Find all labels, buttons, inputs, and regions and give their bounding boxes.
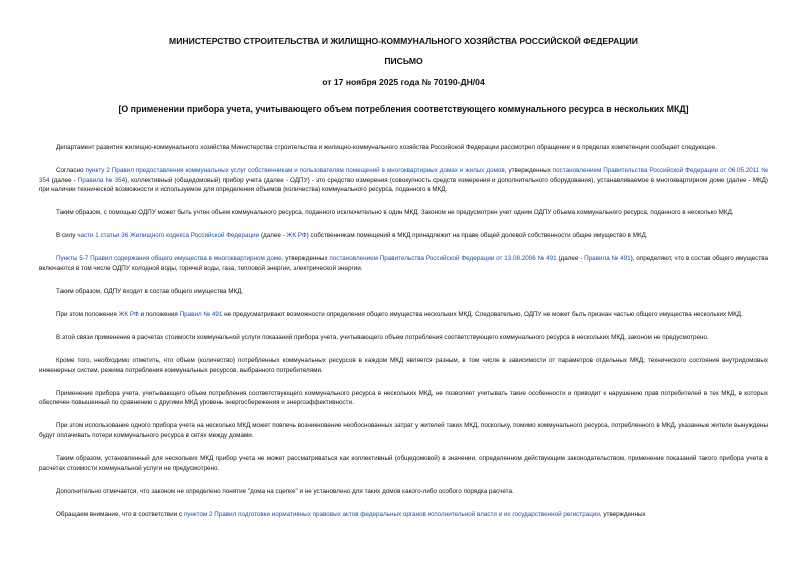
ministry-title: МИНИСТЕРСТВО СТРОИТЕЛЬСТВА И ЖИЛИЩНО-КОММУНАЛЬНОГО ХОЗЯЙСТВА РОССИЙСКОЙ ФЕДЕРАЦИИ: [169, 36, 638, 46]
text-segment: ), коллективный (общедомовый) прибор учета (далее - ОДПУ) - это средство измерения (совокупность средств измерения и дополнительного оборудования), устанавливаемое в многоквартирном доме (далее - МКД) при наличии технической возможности и используемое для определения объемов (количества) коммунального ресурса, поданного в МКД.: [39, 176, 769, 194]
link-housing-code-art36[interactable]: части 1 статьи 36 Жилищного кодекса Российской Федерации: [77, 232, 260, 240]
document-type: ПИСЬМО: [384, 56, 423, 66]
text-segment: и положения: [138, 311, 180, 319]
document-body: [39, 143, 768, 533]
paragraph: Дополнительно отмечается, что законом не определено понятие "дома на сцепке" и не установлено для таких домов какого-либо особого порядка расчета.: [56, 487, 514, 495]
text-segment: , утвержденных: [504, 167, 553, 175]
text-segment: При этом положения: [56, 311, 119, 319]
paragraph: [39, 510, 768, 520]
paragraph: [39, 310, 768, 320]
link-rules-354-point-2[interactable]: пункту 2 Правил предоставления коммунальных услуг собственникам и пользователям помещений в многоквартирных домах и жилых домов: [85, 167, 505, 175]
text-segment: (далее -: [556, 255, 585, 263]
text-segment: Согласно: [56, 167, 86, 175]
link-housing-code[interactable]: ЖК РФ: [286, 232, 307, 240]
paragraph: При этом использование одного прибора учета на несколько МКД может повлечь возникновение необоснованных затрат у жителей таких МКД, поскольку, помимо коммунального ресурса, потребленного в МКД, указанные жители вынуждены будут оплачивать потери коммунального ресурса в сетях между домами.: [39, 422, 768, 439]
text-segment: Обращаем внимание, что в соответствии с: [56, 510, 184, 518]
paragraph: [39, 166, 768, 195]
paragraph: Таким образом, установленный для нескольких МКД прибор учета не может рассматриваться как коллективный (общедомовой) в значении, определенном действующим законодательством, применение показаний такого прибора учета в расчетах стоимости коммунальной услуги не предусмотрено.: [39, 455, 768, 472]
text-segment: (далее -: [259, 232, 287, 240]
link-rules-491-points[interactable]: Пункты 5-7 Правил содержания общего имущества в многоквартирном доме: [56, 255, 282, 263]
link-rules-354[interactable]: Правила № 354: [77, 176, 126, 184]
paragraph: [39, 254, 768, 273]
paragraph: Департамент развития жилищно-коммунального хозяйства Министерства строительства и жилищно-коммунального хозяйства Российской Федерации рассмотрел обращение и в пределах компетенции сообщает следующее.: [56, 144, 717, 151]
text-segment: ), определяют, что в состав общего имущества включаются в том числе ОДПУ холодной воды, горячей воды, газа, тепловой энергии, электрической энергии.: [39, 255, 768, 272]
link-rules-491[interactable]: Правила № 491: [584, 255, 631, 263]
link-rules-491[interactable]: Правил № 491: [179, 311, 223, 319]
text-segment: (далее -: [49, 176, 78, 184]
document-subject: [О применении прибора учета, учитывающего объем потребления соответствующего коммунального ресурса в нескольких МКД]: [118, 104, 689, 114]
paragraph: [39, 231, 768, 241]
paragraph: Кроме того, необходимо отметить, что объем (количество) потребленных коммунальных ресурсов в каждом МКД является разным, в том числе в зависимости от параметров отдельных МКД, технического состояния внутридомовых инженерных систем, режима потребления коммунальных ресурсов, выбранного потребителями.: [39, 357, 768, 374]
link-housing-code[interactable]: ЖК РФ: [118, 311, 139, 319]
paragraph: Таким образом, ОДПУ входит в состав общего имущества МКД.: [56, 287, 244, 295]
paragraph: В этой связи применение в расчетах стоимости коммунальной услуги показаний прибора учета, учитывающего объем потребления соответствующего коммунального ресурса в нескольких МКД, законом не предусмотрено.: [56, 334, 709, 342]
link-decree-354[interactable]: постановлением Правительства Российской Федерации от 06.05.2011 № 354: [39, 167, 769, 184]
link-rules-npa-registration[interactable]: пунктом 2 Правил подготовки нормативных правовых актов федеральных органов исполнительной власти и их государственной регистрации: [183, 510, 600, 518]
document-date-number: от 17 ноября 2025 года № 70190-ДН/04: [322, 77, 485, 87]
text-segment: , утвержденных: [281, 255, 330, 263]
text-segment: В силу: [56, 232, 78, 240]
link-decree-491[interactable]: постановлением Правительства Российской Федерации от 13.08.2006 № 491: [329, 255, 557, 263]
text-segment: ) собственникам помещений в МКД принадлежит на праве общей долевой собственности общее имущество в МКД.: [306, 232, 648, 240]
text-segment: , утвержденных: [599, 510, 646, 518]
paragraph: Таким образом, с помощью ОДПУ может быть учтен объем коммунального ресурса, поданного исключительно в один МКД. Законом не предусмотрен учет одним ОДПУ объема коммунального ресурса, поданного в несколько МКД.: [56, 209, 734, 217]
paragraph: Применение прибора учета, учитывающего объем потребления соответствующего коммунального ресурса в нескольких МКД, не позволяет учитывать такие особенности и приводит к нарушению прав потребителей в тех МКД, в которых обеспечен повышенный по сравнению с другими МКД уровень энергосбережения и энергоэффективности.: [39, 389, 768, 407]
text-segment: не предусматривают возможности определения общего имущества нескольких МКД. Следовательно, ОДПУ не может быть признан частью общего имущества нескольких МКД.: [222, 311, 743, 319]
